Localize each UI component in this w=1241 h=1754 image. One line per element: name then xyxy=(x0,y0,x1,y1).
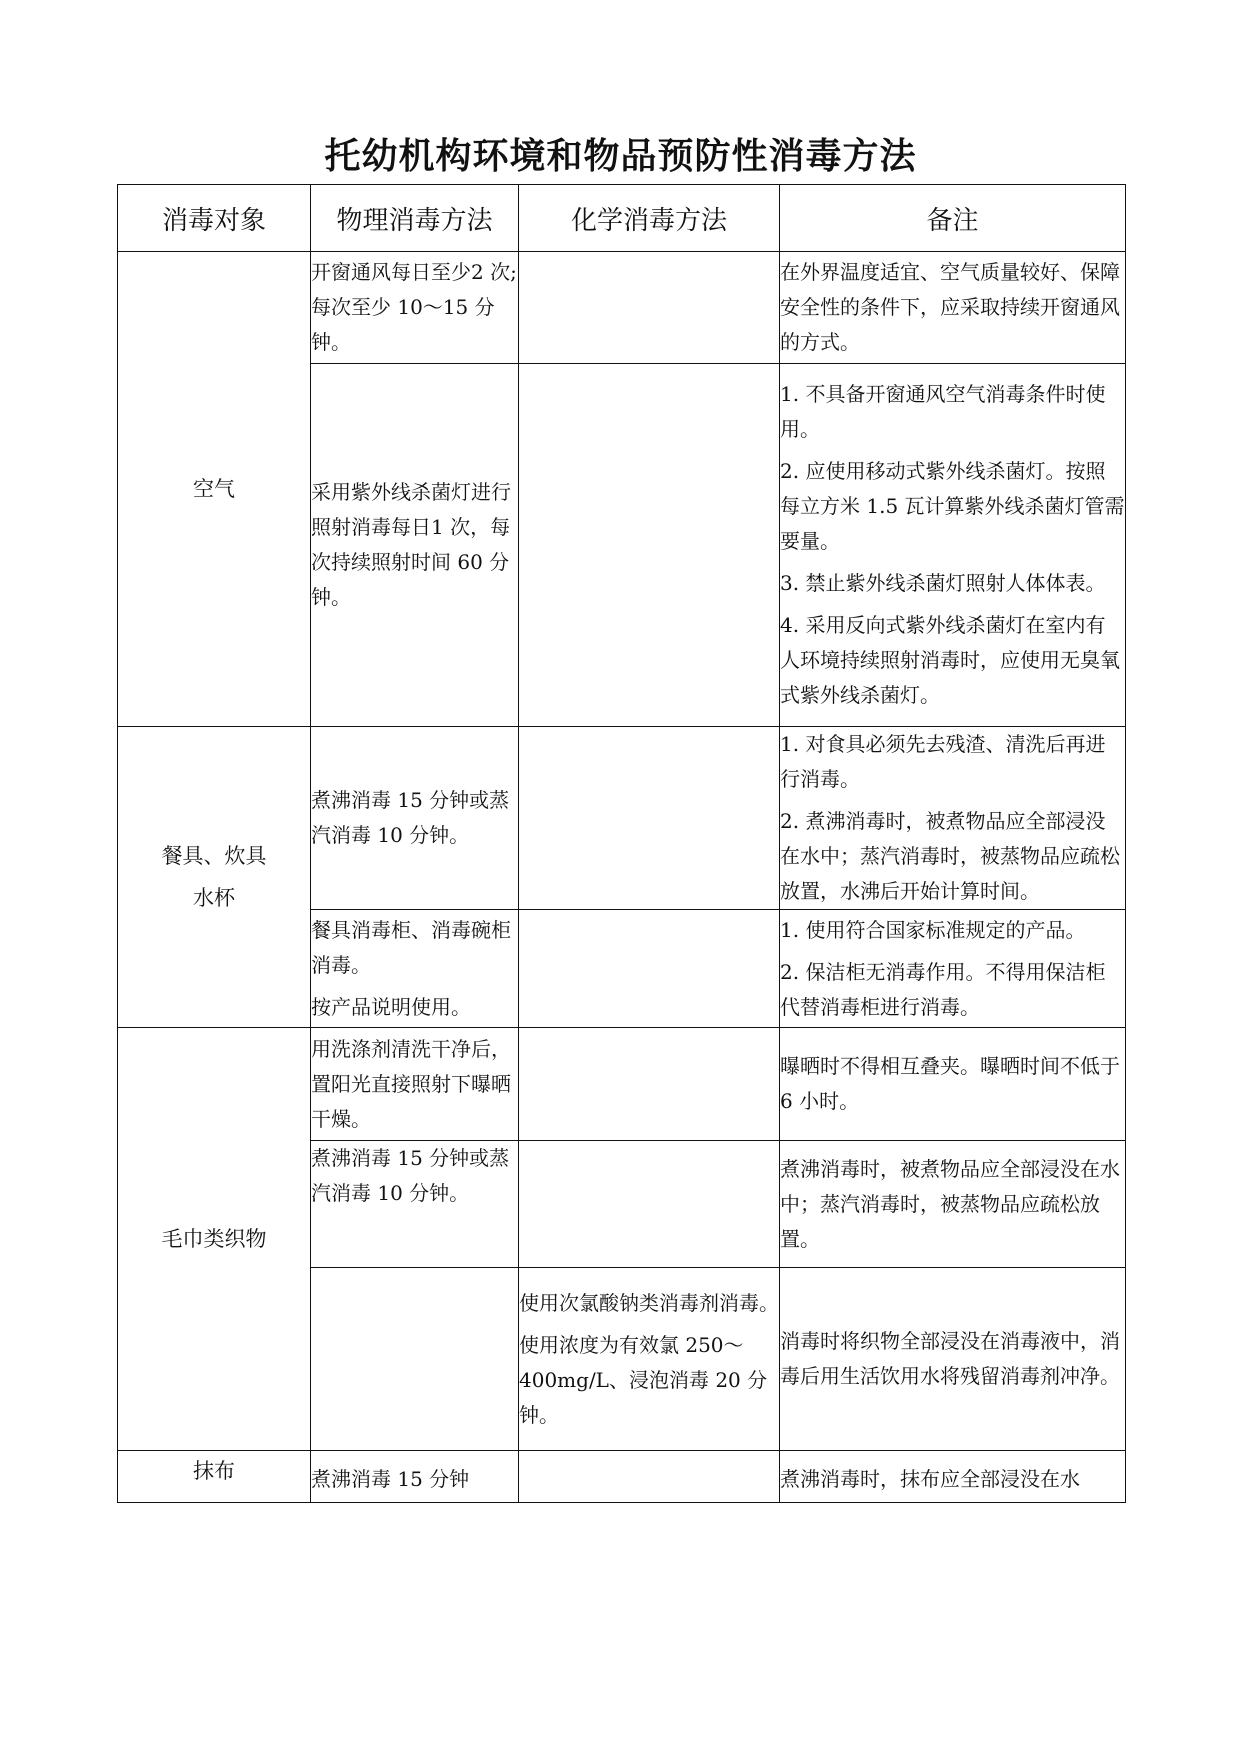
physical-method-text: 煮沸消毒 15 分钟或蒸汽消毒 10 分钟。 xyxy=(311,1146,510,1205)
table-row xyxy=(118,727,1126,910)
object-label: 水杯 xyxy=(193,886,235,910)
note-cell xyxy=(780,1141,1126,1268)
physical-method-text: 餐具消毒柜、消毒碗柜消毒。 xyxy=(311,917,511,977)
note-text: 1. 不具备开窗通风空气消毒条件时使用。 xyxy=(780,382,1106,441)
note-cell xyxy=(780,1268,1126,1451)
note-text: 4. 采用反向式紫外线杀菌灯在室内有人环境持续照射消毒时，应使用无臭氧式紫外线杀菌灯。 xyxy=(780,613,1120,707)
note-text: 消毒时将织物全部浸没在消毒液中，消毒后用生活饮用水将残留消毒剂冲净。 xyxy=(780,1329,1120,1388)
physical-method-text: 开窗通风每日至少2 次; 每次至少 10～15 分钟。 xyxy=(311,260,517,354)
chemical-method-cell xyxy=(519,1028,780,1141)
object-label: 毛巾类织物 xyxy=(161,1227,267,1251)
chemical-method-cell xyxy=(519,1141,780,1268)
physical-method-cell xyxy=(311,252,519,364)
physical-method-cell xyxy=(311,910,519,1028)
object-cell xyxy=(118,1451,311,1503)
disinfection-table xyxy=(117,184,1126,1503)
physical-method-cell xyxy=(311,727,519,910)
note-text: 1. 对食具必须先去残渣、清洗后再进行消毒。 xyxy=(780,732,1106,791)
chemical-method-cell xyxy=(519,1451,780,1503)
note-cell xyxy=(780,1451,1126,1503)
note-cell xyxy=(780,1028,1126,1141)
object-label: 空气 xyxy=(193,477,235,501)
table-row xyxy=(118,1451,1126,1503)
table-body xyxy=(118,252,1126,1503)
chemical-method-cell xyxy=(519,364,780,727)
physical-method-cell xyxy=(311,364,519,727)
physical-method-cell xyxy=(311,1451,519,1503)
chemical-method-cell xyxy=(519,910,780,1028)
object-cell xyxy=(118,1028,311,1451)
table-header-row xyxy=(118,185,1126,252)
note-text: 煮沸消毒时，抹布应全部浸没在水 xyxy=(780,1467,1080,1491)
note-text: 1. 使用符合国家标准规定的产品。 xyxy=(780,917,1086,942)
object-cell xyxy=(118,727,311,1028)
note-text: 曝晒时不得相互叠夹。曝晒时间不低于 6 小时。 xyxy=(780,1054,1120,1113)
note-text: 2. 应使用移动式紫外线杀菌灯。按照每立方米 1.5 瓦计算紫外线杀菌灯管需要量。 xyxy=(780,459,1125,553)
note-cell xyxy=(780,252,1126,364)
physical-method-text: 煮沸消毒 15 分钟 xyxy=(311,1467,470,1491)
physical-method-text: 按产品说明使用。 xyxy=(311,994,471,1019)
object-cell xyxy=(118,252,311,727)
chemical-method-cell xyxy=(519,252,780,364)
chemical-method-text: 使用次氯酸钠类消毒剂消毒。 xyxy=(519,1290,779,1315)
physical-method-text: 用洗涤剂清洗干净后，置阳光直接照射下曝晒干燥。 xyxy=(311,1036,511,1131)
header-object: 消毒对象 xyxy=(118,185,311,252)
page-title: 托幼机构环境和物品预防性消毒方法 xyxy=(324,135,917,177)
note-cell xyxy=(780,364,1126,727)
note-text: 3. 禁止紫外线杀菌灯照射人体体表。 xyxy=(780,571,1106,595)
table-row xyxy=(118,1028,1126,1141)
object-label: 抹布 xyxy=(193,1459,235,1483)
physical-method-cell xyxy=(311,1141,519,1268)
note-cell xyxy=(780,910,1126,1028)
chemical-method-cell xyxy=(519,1268,780,1451)
table-row xyxy=(118,252,1126,364)
note-text: 在外界温度适宜、空气质量较好、保障安全性的条件下，应采取持续开窗通风的方式。 xyxy=(780,260,1120,354)
object-label: 餐具、炊具 xyxy=(161,844,267,868)
header-note: 备注 xyxy=(780,185,1126,252)
physical-method-text: 采用紫外线杀菌灯进行照射消毒每日1 次，每次持续照射时间 60 分钟。 xyxy=(311,480,511,609)
note-cell xyxy=(780,727,1126,910)
note-text: 2. 保洁柜无消毒作用。不得用保洁柜代替消毒柜进行消毒。 xyxy=(780,959,1106,1019)
header-physical-method: 物理消毒方法 xyxy=(311,185,519,252)
physical-method-cell xyxy=(311,1268,519,1451)
physical-method-text: 煮沸消毒 15 分钟或蒸汽消毒 10 分钟。 xyxy=(311,788,510,847)
note-text: 煮沸消毒时，被煮物品应全部浸没在水中；蒸汽消毒时，被蒸物品应疏松放置。 xyxy=(780,1156,1120,1251)
note-text: 2. 煮沸消毒时，被煮物品应全部浸没在水中；蒸汽消毒时，被蒸物品应疏松放置，水沸后开始计算时间。 xyxy=(780,809,1120,903)
header-chemical-method: 化学消毒方法 xyxy=(519,185,780,252)
chemical-method-cell xyxy=(519,727,780,910)
chemical-method-text: 使用浓度为有效氯 250～400mg/L、浸泡消毒 20 分钟。 xyxy=(519,1332,768,1427)
physical-method-cell xyxy=(311,1028,519,1141)
